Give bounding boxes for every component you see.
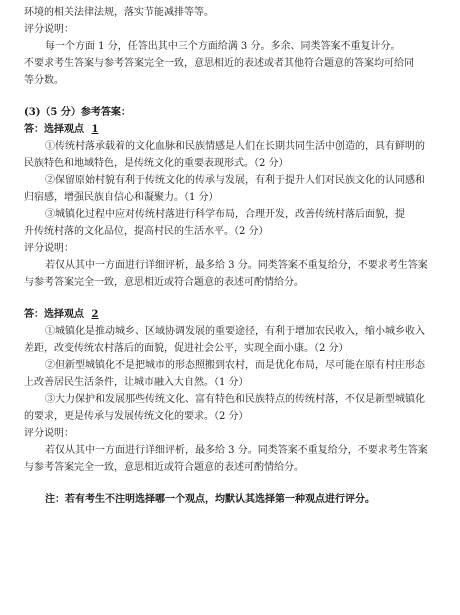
scoring-label: 评分说明： [24,243,74,254]
answer-point: ②保留原始村貌有利于传统文化的传承与发展，有利于提升人们对民族文化的认同感和 [45,175,425,186]
answer-point: ②但新型城镇化不是把城市的形态照搬到农村，而是优化布局，尽可能在原有村庄形态 [45,360,425,371]
scoring-label: 评分说明： [24,24,74,35]
text-line: 等分数。 [24,75,64,86]
scoring-text: 与参考答案完全一致，意思相近或符合题意的表述可酌情给分。 [24,462,304,473]
section-heading: (3)（5 分）参考答案： [24,107,131,118]
answer-point: ③大力保护和发展那些传统文化、富有特色和民族特点的传统村落，不仅是新型城镇化 [45,394,425,405]
viewpoint-prefix: 答：选择观点 [24,309,84,320]
text-line: 环境的相关法律法规，落实节能减排等等。 [24,7,214,18]
viewpoint-prefix: 答：选择观点 [24,124,84,135]
viewpoint-number: 2 [91,309,99,320]
answer-point: ③城镇化过程中应对传统村落进行科学布局，合理开发，改善传统村落后面貌，提 [45,209,405,220]
viewpoint-2-heading [24,306,440,323]
viewpoint-number: 1 [91,124,99,135]
answer-point-cont: 差距，改变传统农村落后的面貌，促进社会公平，实现全面小康。（2 分） [24,343,349,354]
scoring-text: 若仅从其中一方面进行详细评析，最多给 3 分。同类答案不重复给分，不要求考生答案 [45,445,428,456]
answer-point-cont: 上改善居民生活条件，让城市融入大自然。（1 分） [24,377,249,388]
scoring-text: 与参考答案完全一致，意思相近或符合题意的表述可酌情给分。 [24,277,304,288]
answer-point: ①传统村落承载着的文化血脉和民族情感是人们在长期共同生活中创造的，具有鲜明的 [45,141,425,152]
answer-point-cont: 归宿感，增强民族自信心和凝聚力。（1 分） [24,192,219,203]
viewpoint-1-heading [24,121,440,138]
answer-point-cont: 升传统村落的文化品位，提高村民的生活水平。（2 分） [24,226,269,237]
text-line: 不要求考生答案与参考答案完全一致，意思相近的表述或者其他符合题意的答案均可给同 [24,58,414,69]
scoring-label: 评分说明： [24,428,74,439]
scoring-text: 若仅从其中一方面进行详细评析，最多给 3 分。同类答案不重复给分，不要求考生答案 [45,260,428,271]
answer-document [24,4,440,508]
answer-point-cont: 的要求，更是传承与发展传统文化的要求。（2 分） [24,411,249,422]
scoring-text: 每一个方面 1 分，任答出其中三个方面给满 3 分。多余、同类答案不重复计分。 [45,41,401,52]
answer-point: ①城镇化是推动城乡、区域协调发展的重要途径，有利于增加农民收入，缩小城乡收入 [45,326,425,337]
note-text: 注：若有考生不注明选择哪一个观点，均默认其选择第一种观点进行评分。 [45,494,375,505]
answer-point-cont: 民族特色和地域特色，是传统文化的重要表现形式。（2 分） [24,158,289,169]
